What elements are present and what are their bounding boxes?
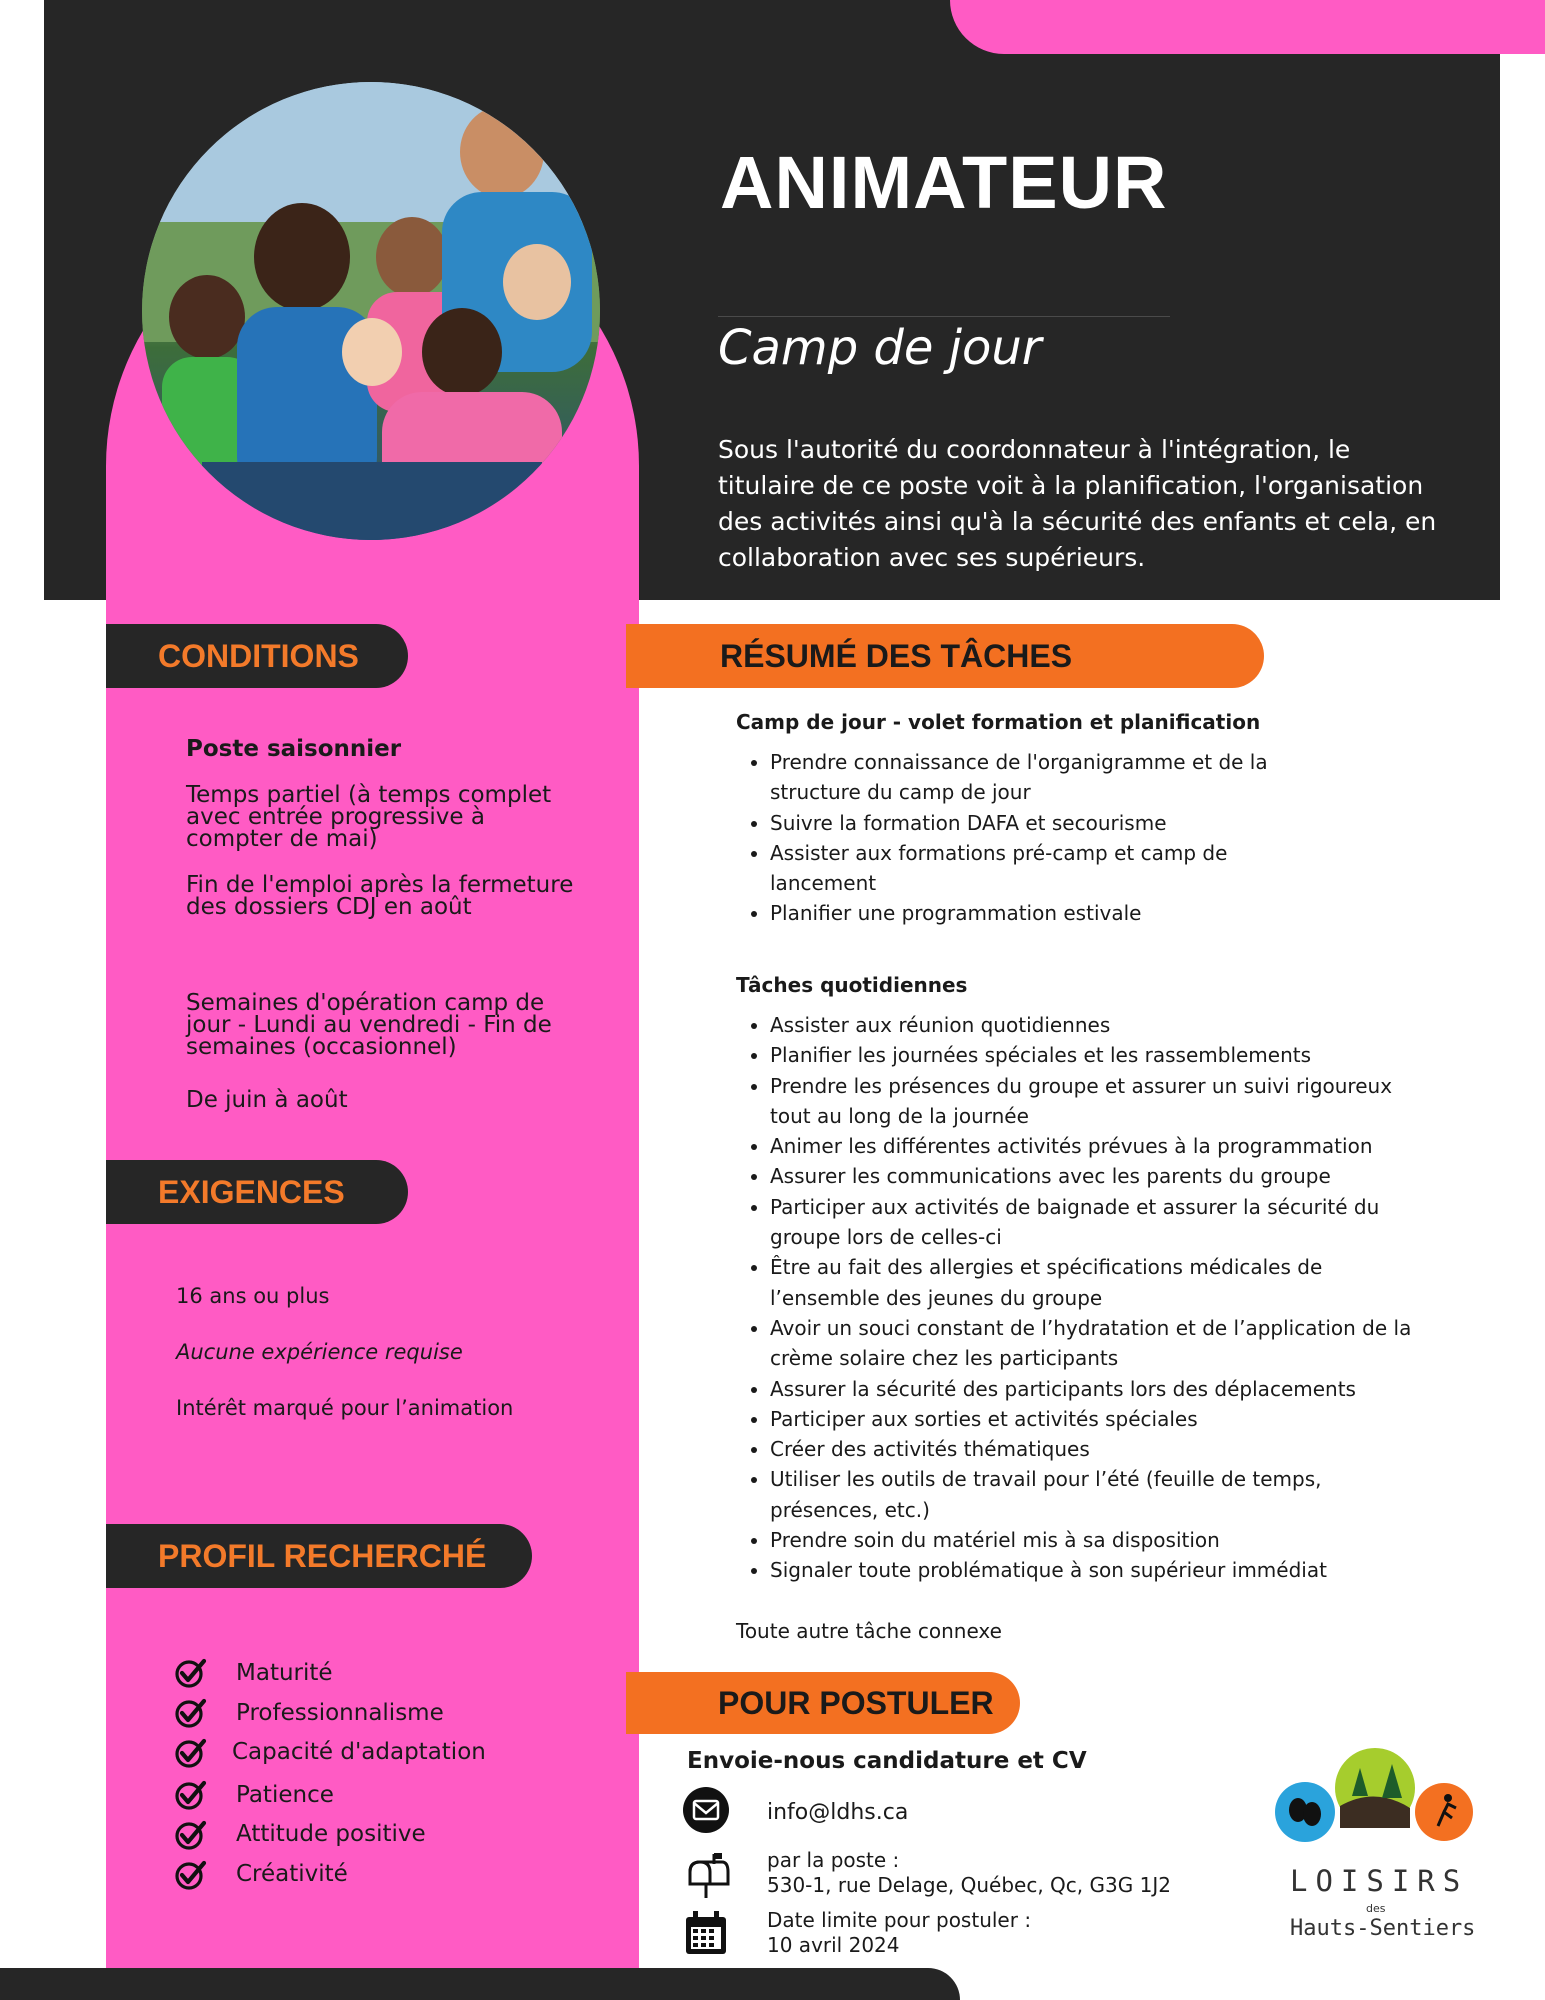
job-title: ANIMATEUR: [720, 141, 1168, 224]
exigence-item: Intérêt marqué pour l’animation: [176, 1396, 514, 1420]
checkmark-icon: [174, 1818, 208, 1852]
logo-subname: Hauts-Sentiers: [1290, 1916, 1476, 1941]
list-item: • Assurer les communications avec les parents du groupe: [770, 1161, 1436, 1191]
list-item: • Créer des activités thématiques: [770, 1434, 1436, 1464]
conditions-heading: CONDITIONS: [106, 624, 408, 688]
profil-item: Patience: [236, 1782, 334, 1808]
logo-name: LOISIRS: [1290, 1864, 1469, 1898]
list-item: • Prendre connaissance de l'organigramme et de la structure du camp de jour: [770, 747, 1310, 808]
job-subtitle: Camp de jour: [718, 320, 1042, 376]
profil-item: Attitude positive: [236, 1821, 426, 1847]
email-icon: [682, 1786, 730, 1834]
checkmark-icon: [174, 1778, 208, 1812]
condition-item: Fin de l'emploi après la fermeture des dossiers CDJ en août: [186, 872, 574, 920]
checkmark-icon: [174, 1858, 208, 1892]
job-intro: Sous l'autorité du coordonnateur à l'intégration, le titulaire de ce poste voit à la planification, l'organisation des activités ainsi qu'à la sécurité des enfants et cela, en collaboration avec ses supérieurs.: [718, 435, 1437, 572]
condition-item: Semaines d'opération camp de jour - Lundi au vendredi - Fin de semaines (occasionnel): [186, 990, 552, 1060]
list-item: • Assister aux formations pré-camp et camp de lancement: [770, 838, 1290, 899]
list-item: • Signaler toute problématique à son supérieur immédiat: [770, 1555, 1436, 1585]
list-item: • Utiliser les outils de travail pour l’été (feuille de temps, présences, etc.): [770, 1464, 1370, 1525]
exigences-heading: EXIGENCES: [106, 1160, 408, 1224]
profil-heading: PROFIL RECHERCHÉ: [106, 1524, 532, 1588]
title-divider: [718, 316, 1170, 317]
list-item: • Animer les différentes activités prévues à la programmation: [770, 1131, 1436, 1161]
list-item: • Participer aux activités de baignade et assurer la sécurité du groupe lors de celles-ci: [770, 1192, 1430, 1253]
checkmark-icon: [174, 1736, 208, 1770]
condition-item: De juin à août: [186, 1087, 348, 1113]
loisirs-logo-icon: [1270, 1746, 1480, 1850]
mail-address: 530-1, rue Delage, Québec, Qc, G3G 1J2: [767, 1873, 1171, 1897]
footer-bar: [0, 1968, 960, 2000]
calendar-icon: [684, 1910, 728, 1956]
exigence-item: 16 ans ou plus: [176, 1284, 330, 1308]
taches-list-quotidiennes: [736, 1010, 1436, 1586]
taches-section-title: Camp de jour - volet formation et planification: [736, 710, 1261, 734]
mailbox-icon: [682, 1850, 734, 1902]
exigence-item: Aucune expérience requise: [176, 1340, 463, 1364]
taches-section-title: Tâches quotidiennes: [736, 973, 968, 997]
list-item: • Participer aux sorties et activités spéciales: [770, 1404, 1436, 1434]
profil-item: Créativité: [236, 1861, 348, 1887]
kids-photo-illustration: [142, 82, 600, 540]
email-address[interactable]: info@ldhs.ca: [767, 1800, 909, 1825]
checkmark-icon: [174, 1696, 208, 1730]
condition-item: Temps partiel (à temps complet avec entrée progressive à compter de mai): [186, 782, 552, 852]
list-item: • Planifier les journées spéciales et les rassemblements: [770, 1040, 1436, 1070]
pink-top-accent: [950, 0, 1545, 54]
list-item: • Assurer la sécurité des participants lors des déplacements: [770, 1374, 1436, 1404]
profil-item: Professionnalisme: [236, 1700, 444, 1726]
deadline-label: Date limite pour postuler :: [767, 1908, 1032, 1932]
list-item: • Prendre soin du matériel mis à sa disposition: [770, 1525, 1436, 1555]
kids-photo: [142, 82, 600, 540]
list-item: • Être au fait des allergies et spécifications médicales de l’ensemble des jeunes du groupe: [770, 1252, 1370, 1313]
taches-list-formation: [736, 747, 1436, 929]
condition-item: Poste saisonnier: [186, 736, 402, 762]
profil-item: Maturité: [236, 1660, 333, 1686]
list-item: • Prendre les présences du groupe et assurer un suivi rigoureux tout au long de la journée: [770, 1071, 1430, 1132]
mail-label: par la poste :: [767, 1848, 900, 1872]
postuler-intro: Envoie-nous candidature et CV: [687, 1748, 1087, 1774]
deadline-date: 10 avril 2024: [767, 1933, 900, 1957]
taches-heading: RÉSUMÉ DES TÂCHES: [626, 624, 1264, 688]
postuler-heading: POUR POSTULER: [626, 1672, 1020, 1734]
profil-item: Capacité d'adaptation: [232, 1739, 486, 1765]
logo-des: des: [1366, 1902, 1386, 1915]
checkmark-icon: [174, 1656, 208, 1690]
list-item: • Avoir un souci constant de l’hydratation et de l’application de la crème solaire chez les participants: [770, 1313, 1460, 1374]
taches-other: Toute autre tâche connexe: [736, 1619, 1002, 1643]
list-item: • Planifier une programmation estivale: [770, 898, 1436, 928]
list-item: • Suivre la formation DAFA et secourisme: [770, 808, 1436, 838]
list-item: • Assister aux réunion quotidiennes: [770, 1010, 1436, 1040]
